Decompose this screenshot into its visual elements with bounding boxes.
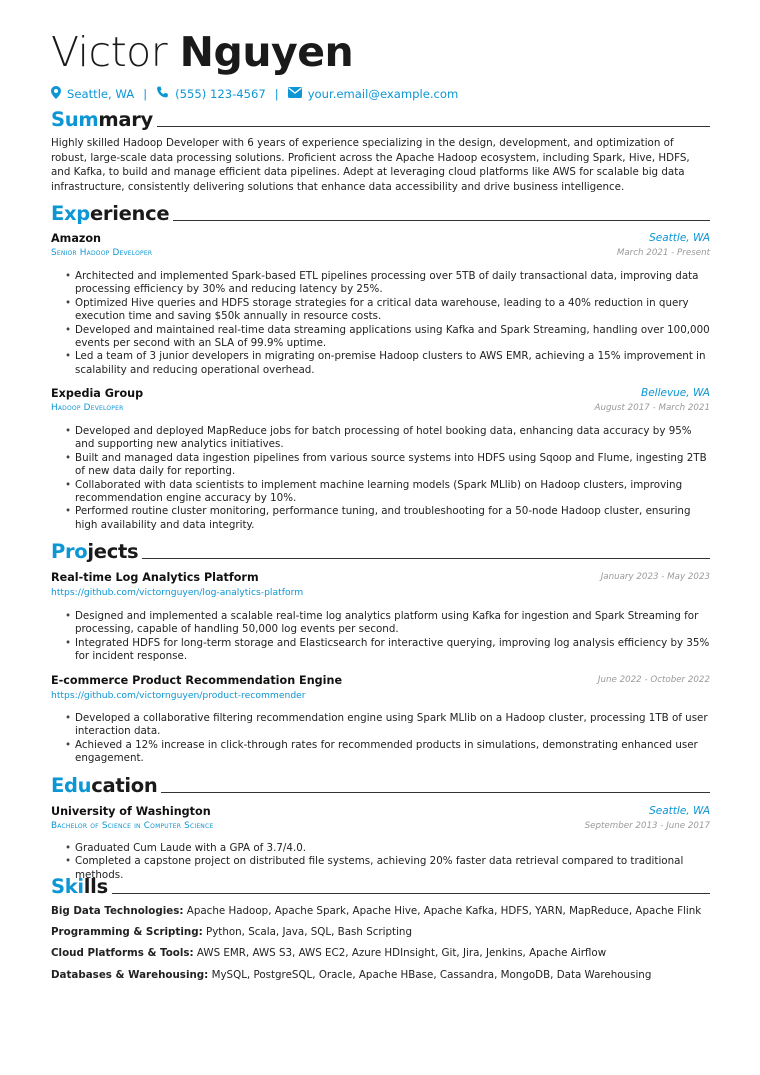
job-header: [51, 387, 710, 402]
list-item: • Completed a capstone project on distributed file systems, achieving 20% faster data retrieval compared to traditional methods.: [65, 855, 710, 882]
skill-value: Apache Hadoop, Apache Spark, Apache Hive, Apache Kafka, HDFS, YARN, MapReduce, Apache Flink: [186, 905, 702, 917]
location-item: [51, 86, 134, 102]
section-title-rest: lls: [83, 875, 108, 898]
list-item: • Developed and deployed MapReduce jobs for batch processing of hotel booking data, enhancing data accuracy by 95% and supporting new analytics initiatives.: [65, 425, 710, 452]
list-item: • Developed a collaborative filtering recommendation engine using Spark MLlib on a Hadoop cluster, processing 1TB of user interaction data.: [65, 712, 710, 739]
section-divider: [161, 792, 710, 793]
section-divider: [173, 220, 710, 221]
section-title-accent: Edu: [51, 774, 92, 797]
project-name: E-commerce Product Recommendation Engine: [51, 674, 343, 687]
section-title-accent: Exp: [51, 202, 90, 225]
phone-text: (555) 123-4567: [175, 87, 266, 101]
project-subheader: [51, 690, 710, 703]
job-location: Bellevue, WA: [640, 387, 710, 399]
list-item: • Led a team of 3 junior developers in migrating on-premise Hadoop clusters to AWS EMR, achieving a 15% improvement in scalability and reducing operational overhead.: [65, 350, 710, 377]
job-subheader: [51, 248, 710, 261]
job-dates: August 2017 - March 2021: [594, 403, 710, 413]
project-bullets: [65, 712, 710, 766]
school-location: Seattle, WA: [649, 805, 710, 817]
job-dates: March 2021 - Present: [616, 248, 710, 258]
section-title-accent: Pro: [51, 540, 88, 563]
skill-row: [51, 904, 710, 918]
phone-item[interactable]: [156, 86, 266, 102]
education-dates: September 2013 - June 2017: [584, 821, 710, 831]
list-item: • Architected and implemented Spark-based ETL pipelines processing over 5TB of daily transactional data, improving data processing efficiency by 30% and reducing latency by 25%.: [65, 270, 710, 297]
first-name: Victor: [51, 28, 168, 76]
project-header: [51, 674, 710, 689]
skill-label: Programming & Scripting:: [51, 926, 203, 938]
skill-row: [51, 925, 710, 939]
job-location: Seattle, WA: [649, 232, 710, 244]
list-item: • Designed and implemented a scalable real-time log analytics platform using Kafka for ingestion and Spark Streaming for processing, capable of handling 50,000 log events per second.: [65, 610, 710, 637]
company-name: Expedia Group: [51, 387, 144, 400]
summary-text: Highly skilled Hadoop Developer with 6 years of experience specializing in the design, development, and optimization of robust, large-scale data processing solutions. Proficient across the Apache Hadoop ecosystem, including Spark, Hive, HDFS, and Kafka, to build and manage efficient data pipelines. Adept at leveraging cloud platforms like AWS for scalable big data infrastructure, consistently delivering solutions that enhance data accessibility and drive business intelligence.: [51, 137, 690, 193]
section-divider: [112, 893, 710, 894]
section-title-education: [51, 773, 710, 797]
section-divider: [157, 126, 710, 127]
job-title: Hadoop Developer: [51, 403, 124, 413]
list-item: • Graduated Cum Laude with a GPA of 3.7/4.0.: [65, 842, 710, 855]
project-header: [51, 571, 710, 586]
degree: Bachelor of Science in Computer Science: [51, 821, 214, 831]
section-title-projects: [51, 539, 710, 563]
contact-line: [51, 85, 458, 103]
list-item: • Built and managed data ingestion pipelines from various source systems into HDFS using Sqoop and Flume, ingesting 2TB of new data daily for reporting.: [65, 452, 710, 479]
project-dates: January 2023 - May 2023: [600, 572, 710, 582]
company-name: Amazon: [51, 232, 102, 245]
skill-row: [51, 968, 710, 982]
phone-icon: [156, 86, 169, 102]
section-title-rest: jects: [87, 540, 139, 563]
skill-label: Cloud Platforms & Tools:: [51, 947, 194, 959]
email-text: your.email@example.com: [307, 87, 459, 101]
candidate-name: [51, 28, 353, 76]
location-text: Seattle, WA: [67, 87, 135, 101]
envelope-icon: [288, 87, 302, 101]
skill-row: [51, 946, 710, 960]
project-link[interactable]: https://github.com/victornguyen/log-analytics-platform: [51, 587, 304, 598]
school-name: University of Washington: [51, 805, 211, 818]
section-title-accent: Sum: [51, 108, 99, 131]
list-item: • Achieved a 12% increase in click-through rates for recommended products in simulations, demonstrating enhanced user engagement.: [65, 739, 710, 766]
section-title-rest: erience: [89, 202, 170, 225]
section-title-summary: [51, 107, 710, 131]
project-link[interactable]: https://github.com/victornguyen/product-recommender: [51, 690, 306, 701]
education-subheader: [51, 821, 710, 834]
skill-value: AWS EMR, AWS S3, AWS EC2, Azure HDInsight, Git, Jira, Jenkins, Apache Airflow: [196, 947, 607, 959]
contact-separator: |: [143, 87, 148, 101]
project-dates: June 2022 - October 2022: [597, 675, 710, 685]
job-bullets: [65, 270, 710, 377]
project-subheader: [51, 587, 710, 600]
job-subheader: [51, 403, 710, 416]
section-title-skills: [51, 874, 710, 898]
list-item: • Integrated HDFS for long-term storage and Elasticsearch for interactive querying, improving log analysis efficiency by 35% for incident response.: [65, 637, 710, 664]
education-header: [51, 805, 710, 820]
project-bullets: [65, 610, 710, 664]
project-name: Real-time Log Analytics Platform: [51, 571, 259, 584]
map-marker-icon: [51, 86, 61, 102]
last-name: Nguyen: [179, 28, 354, 76]
section-divider: [142, 558, 710, 559]
section-title-rest: cation: [91, 774, 158, 797]
list-item: • Collaborated with data scientists to implement machine learning models (Spark MLlib) on Hadoop clusters, improving recommendation engine accuracy by 10%.: [65, 479, 710, 506]
job-title: Senior Hadoop Developer: [51, 248, 153, 258]
skill-label: Big Data Technologies:: [51, 905, 184, 917]
list-item: • Developed and maintained real-time data streaming applications using Kafka and Spark Streaming, handling over 100,000 events per second with an SLA of 99.9% uptime.: [65, 324, 710, 351]
list-item: • Optimized Hive queries and HDFS storage strategies for a critical data warehouse, leading to a 40% reduction in query execution time and saving $50k annually in resource costs.: [65, 297, 710, 324]
job-header: [51, 232, 710, 247]
section-title-rest: mary: [98, 108, 153, 131]
section-title-accent: Ski: [51, 875, 84, 898]
skill-value: MySQL, PostgreSQL, Oracle, Apache HBase, Cassandra, MongoDB, Data Warehousing: [211, 969, 652, 981]
skill-value: Python, Scala, Java, SQL, Bash Scripting: [205, 926, 412, 938]
section-title-experience: [51, 201, 710, 225]
skill-label: Databases & Warehousing:: [51, 969, 209, 981]
list-item: • Performed routine cluster monitoring, performance tuning, and troubleshooting for a 50-node Hadoop cluster, ensuring high availability and data integrity.: [65, 505, 710, 532]
contact-separator: |: [274, 87, 279, 101]
job-bullets: [65, 425, 710, 532]
email-item[interactable]: [288, 87, 459, 101]
